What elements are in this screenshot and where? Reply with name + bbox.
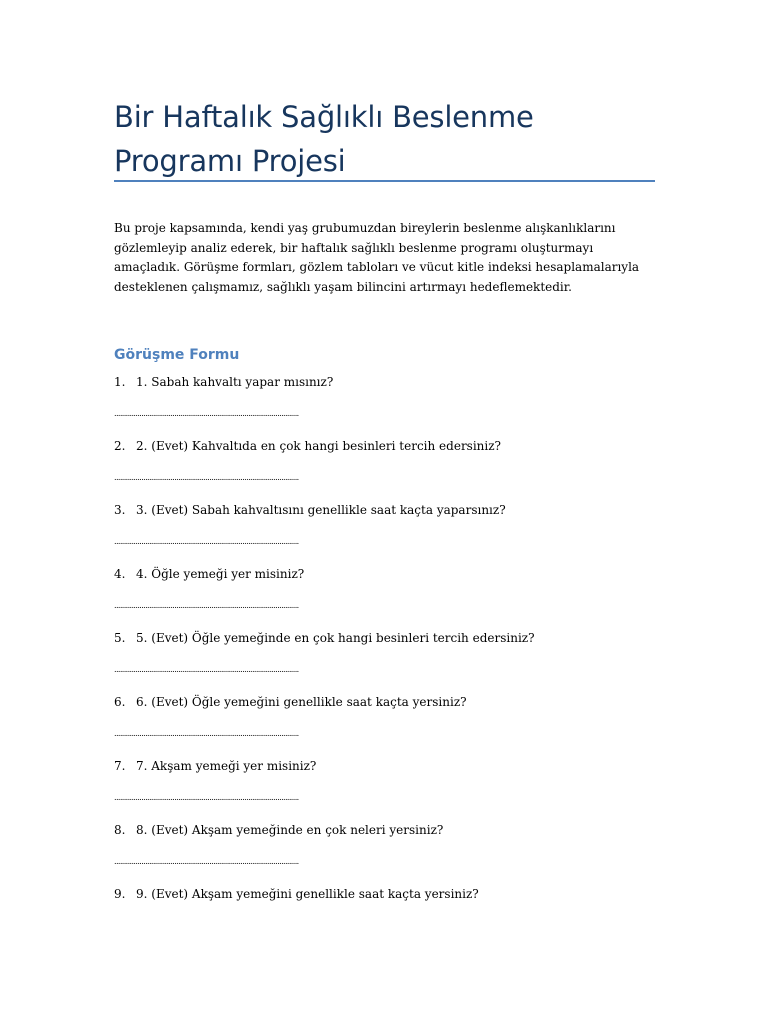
question-text: 3. (Evet) Sabah kahvaltısını genellikle saat kaçta yaparsınız? [136, 503, 506, 517]
question-text: 9. (Evet) Akşam yemeğini genellikle saat kaçta yersiniz? [136, 887, 479, 901]
question-number: 2. [114, 439, 126, 453]
question-item [114, 822, 655, 838]
answer-line: ............................................................................................... [114, 537, 299, 546]
question-number: 6. [114, 695, 126, 709]
answer-line: ............................................................................................... [114, 409, 299, 418]
answer-line: ............................................................................................... [114, 857, 299, 866]
answer-line: ............................................................................................... [114, 729, 299, 738]
question-text: 6. (Evet) Öğle yemeğini genellikle saat kaçta yersiniz? [136, 695, 467, 709]
question-text: 1. Sabah kahvaltı yapar mısınız? [136, 375, 334, 389]
question-text: 7. Akşam yemeği yer misiniz? [136, 759, 317, 773]
question-number: 1. [114, 375, 126, 389]
question-text: 4. Öğle yemeği yer misiniz? [136, 567, 305, 581]
question-text: 8. (Evet) Akşam yemeğinde en çok neleri yersiniz? [136, 823, 444, 837]
question-text: 5. (Evet) Öğle yemeğinde en çok hangi besinleri tercih edersiniz? [136, 631, 535, 645]
question-number: 7. [114, 759, 126, 773]
question-item [114, 694, 655, 710]
answer-line: ............................................................................................... [114, 793, 299, 802]
answer-line: ............................................................................................... [114, 665, 299, 674]
answer-line: ............................................................................................... [114, 473, 299, 482]
question-number: 9. [114, 887, 126, 901]
question-item [114, 502, 655, 518]
question-item [114, 566, 655, 582]
document-title: Bir Haftalık Sağlıklı Beslenme Programı Projesi [114, 100, 534, 178]
question-item [114, 630, 655, 646]
question-number: 5. [114, 631, 126, 645]
intro-paragraph: Bu proje kapsamında, kendi yaş grubumuzdan bireylerin beslenme alışkanlıklarını gözlemleyip analiz ederek, bir haftalık sağlıklı beslenme programı oluşturmayı amaçladık. Görüşme formları, gözlem tabloları ve vücut kitle indeksi hesaplamalarıyla desteklenen çalışmamız, sağlıklı yaşam bilincini artırmayı hedeflemektedir. [114, 221, 640, 294]
answer-line: ............................................................................................... [114, 601, 299, 610]
question-number: 4. [114, 567, 126, 581]
question-text: 2. (Evet) Kahvaltıda en çok hangi besinleri tercih edersiniz? [136, 439, 501, 453]
question-item [114, 438, 655, 454]
question-item [114, 374, 655, 390]
section-heading-interview-form: Görüşme Formu [114, 347, 240, 363]
question-item [114, 758, 655, 774]
question-number: 8. [114, 823, 126, 837]
question-item [114, 886, 655, 902]
title-divider [114, 180, 655, 182]
question-number: 3. [114, 503, 126, 517]
